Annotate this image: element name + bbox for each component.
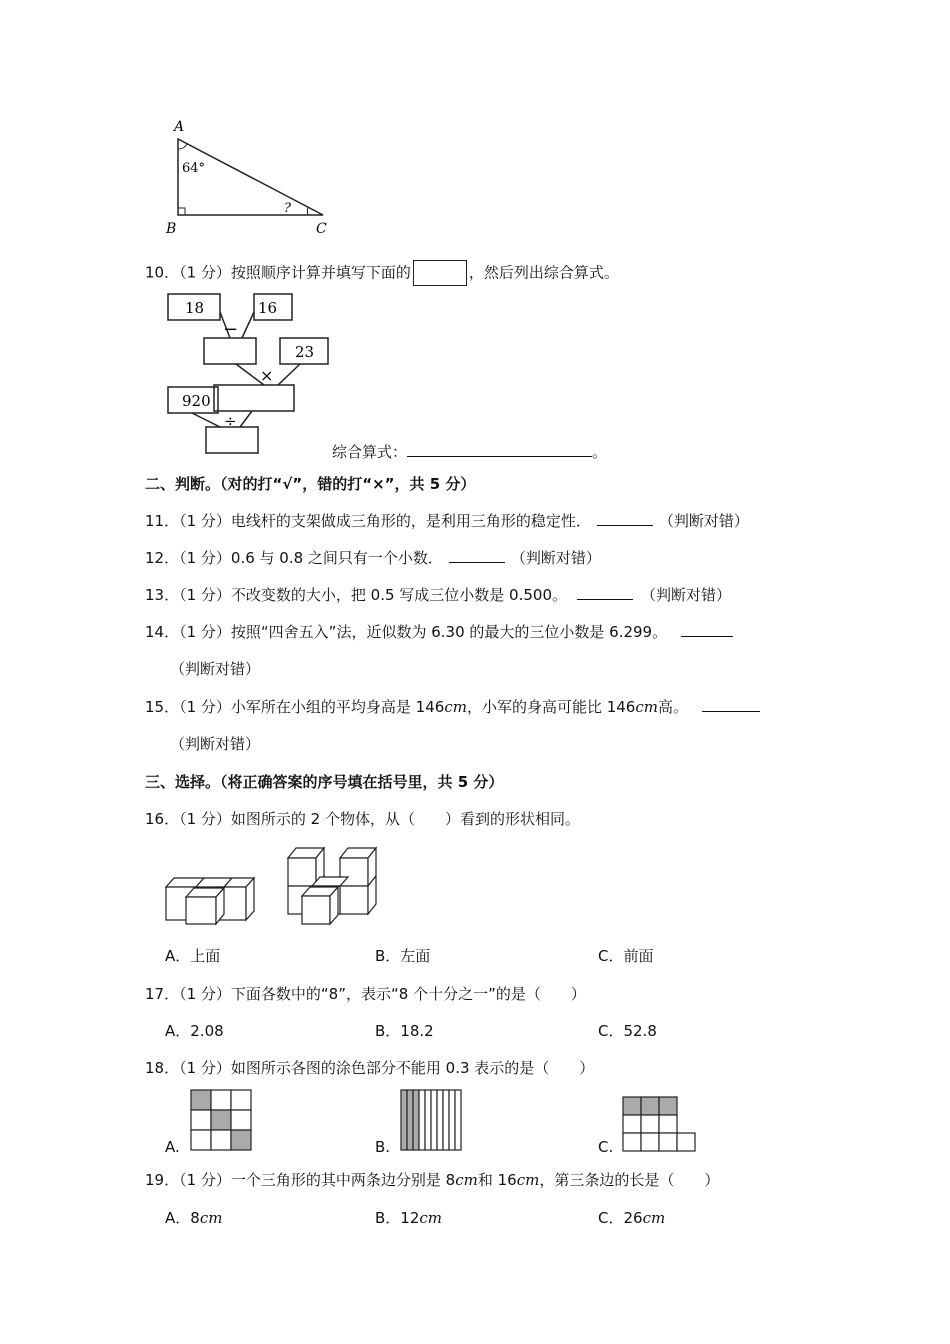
question-16: 16．（1 分）如图所示的 2 个物体，从（ ）看到的形状相同。 xyxy=(145,810,580,828)
formula-blank[interactable] xyxy=(407,442,592,457)
q19-a-text: A．8 xyxy=(165,1209,200,1227)
vertex-a-label: A xyxy=(174,119,185,135)
q19-c-text: C．26 xyxy=(598,1209,643,1227)
q19-text-c: ，第三条边的长是（ ） xyxy=(539,1171,720,1189)
q17-option-a[interactable]: A．2.08 xyxy=(165,1022,224,1040)
q19-unit-2: cm xyxy=(516,1171,540,1189)
formula-line xyxy=(332,442,607,462)
q17-option-b[interactable]: B．18.2 xyxy=(375,1022,434,1040)
number-23: 23 xyxy=(295,343,315,361)
q11-blank[interactable] xyxy=(597,511,653,526)
q19-b-text: B．12 xyxy=(375,1209,420,1227)
q10-inline-box xyxy=(413,260,467,286)
q11-text: 11．（1 分）电线杆的支架做成三角形的，是利用三角形的稳定性． xyxy=(145,512,591,530)
question-10 xyxy=(145,260,619,286)
q10-text: 10．（1 分）按照顺序计算并填写下面的 xyxy=(145,263,411,282)
question-19 xyxy=(145,1170,719,1190)
q19-text-a: 19．（1 分）一个三角形的其中两条边分别是 8 xyxy=(145,1171,456,1189)
section-3-heading: 三、选择。（将正确答案的序号填在括号里，共 5 分） xyxy=(145,773,504,791)
q18-option-b[interactable]: B. xyxy=(375,1138,391,1156)
angle-a-label: 64° xyxy=(182,161,206,176)
q19-unit-1: cm xyxy=(455,1171,478,1189)
question-18: 18．（1 分）如图所示各图的涂色部分不能用 0.3 表示的是（ ） xyxy=(145,1059,595,1077)
q16-option-b[interactable]: B．左面 xyxy=(375,947,431,965)
formula-end: 。 xyxy=(592,443,608,461)
q10-text-after: ，然后列出综合算式。 xyxy=(468,263,619,282)
angle-a-arc xyxy=(178,144,187,149)
q19-a-unit: cm xyxy=(199,1209,223,1227)
vertex-b-label: B xyxy=(166,221,177,237)
formula-label: 综合算式： xyxy=(332,443,408,461)
number-18: 18 xyxy=(185,299,205,317)
times-sign: × xyxy=(260,366,274,385)
number-920: 920 xyxy=(182,392,211,410)
q15-unit-1: cm xyxy=(444,698,467,716)
q14-text: 14．（1 分）按照“四舍五入”法，近似数为 6.30 的最大的三位小数是 6.299。 xyxy=(145,623,668,641)
q11-suffix: （判断对错） xyxy=(658,512,749,530)
q19-c-unit: cm xyxy=(642,1209,666,1227)
vertex-c-label: C xyxy=(316,221,327,237)
q15-text-b: ，小军的身高可能比 146 xyxy=(466,698,636,716)
q19-option-a[interactable] xyxy=(165,1208,222,1228)
cube-figures xyxy=(160,842,390,927)
question-17: 17．（1 分）下面各数中的“8”，表示“8 个十分之一”的是（ ） xyxy=(145,985,586,1003)
question-11 xyxy=(145,511,749,531)
q19-b-unit: cm xyxy=(419,1209,443,1227)
q16-option-a[interactable]: A．上面 xyxy=(165,947,221,965)
q12-blank[interactable] xyxy=(449,548,505,563)
question-12 xyxy=(145,548,601,568)
result-box-2 xyxy=(214,385,294,411)
q13-blank[interactable] xyxy=(577,585,633,600)
q12-text: 12．（1 分）0.6 与 0.8 之间只有一个小数． xyxy=(145,549,443,567)
q18-option-a[interactable]: A. xyxy=(165,1138,180,1156)
question-14 xyxy=(145,622,733,642)
q12-suffix: （判断对错） xyxy=(510,549,601,567)
strip-figure-b xyxy=(400,1089,466,1153)
q13-text: 13．（1 分）不改变数的大小，把 0.5 写成三位小数是 0.500。 xyxy=(145,586,568,604)
q19-option-c[interactable] xyxy=(598,1208,665,1228)
right-angle-mark xyxy=(178,208,185,215)
triangle-shape xyxy=(178,139,323,215)
result-box-1 xyxy=(204,338,256,364)
q15-unit-2: cm xyxy=(635,698,658,716)
divide-sign: ÷ xyxy=(224,412,237,430)
number-16: 16 xyxy=(258,299,278,317)
question-15 xyxy=(145,697,760,717)
q17-option-c[interactable]: C．52.8 xyxy=(598,1022,657,1040)
q13-suffix: （判断对错） xyxy=(641,586,732,604)
minus-sign: − xyxy=(223,319,239,340)
result-box-3 xyxy=(206,427,258,453)
angle-c-arc xyxy=(307,207,308,215)
section-2-heading: 二、判断。（对的打“√”，错的打“×”，共 5 分） xyxy=(145,475,476,493)
q19-option-b[interactable] xyxy=(375,1208,442,1228)
q14-blank[interactable] xyxy=(681,622,733,637)
q15-suffix: （判断对错） xyxy=(170,735,261,753)
grid-figure-a xyxy=(190,1089,256,1153)
triangle-figure xyxy=(160,115,340,240)
q15-text-c: 高。 xyxy=(657,698,688,716)
angle-c-label: ? xyxy=(284,201,291,216)
question-13 xyxy=(145,585,731,605)
q15-blank[interactable] xyxy=(702,697,760,712)
q19-text-b: 和 16 xyxy=(477,1171,517,1189)
q16-option-c[interactable]: C．前面 xyxy=(598,947,654,965)
grid-figure-c xyxy=(622,1096,700,1154)
q15-text-a: 15．（1 分）小军所在小组的平均身高是 146 xyxy=(145,698,445,716)
q18-option-c[interactable]: C. xyxy=(598,1138,614,1156)
calculation-flow-diagram xyxy=(160,290,360,460)
q14-suffix: （判断对错） xyxy=(170,660,261,678)
